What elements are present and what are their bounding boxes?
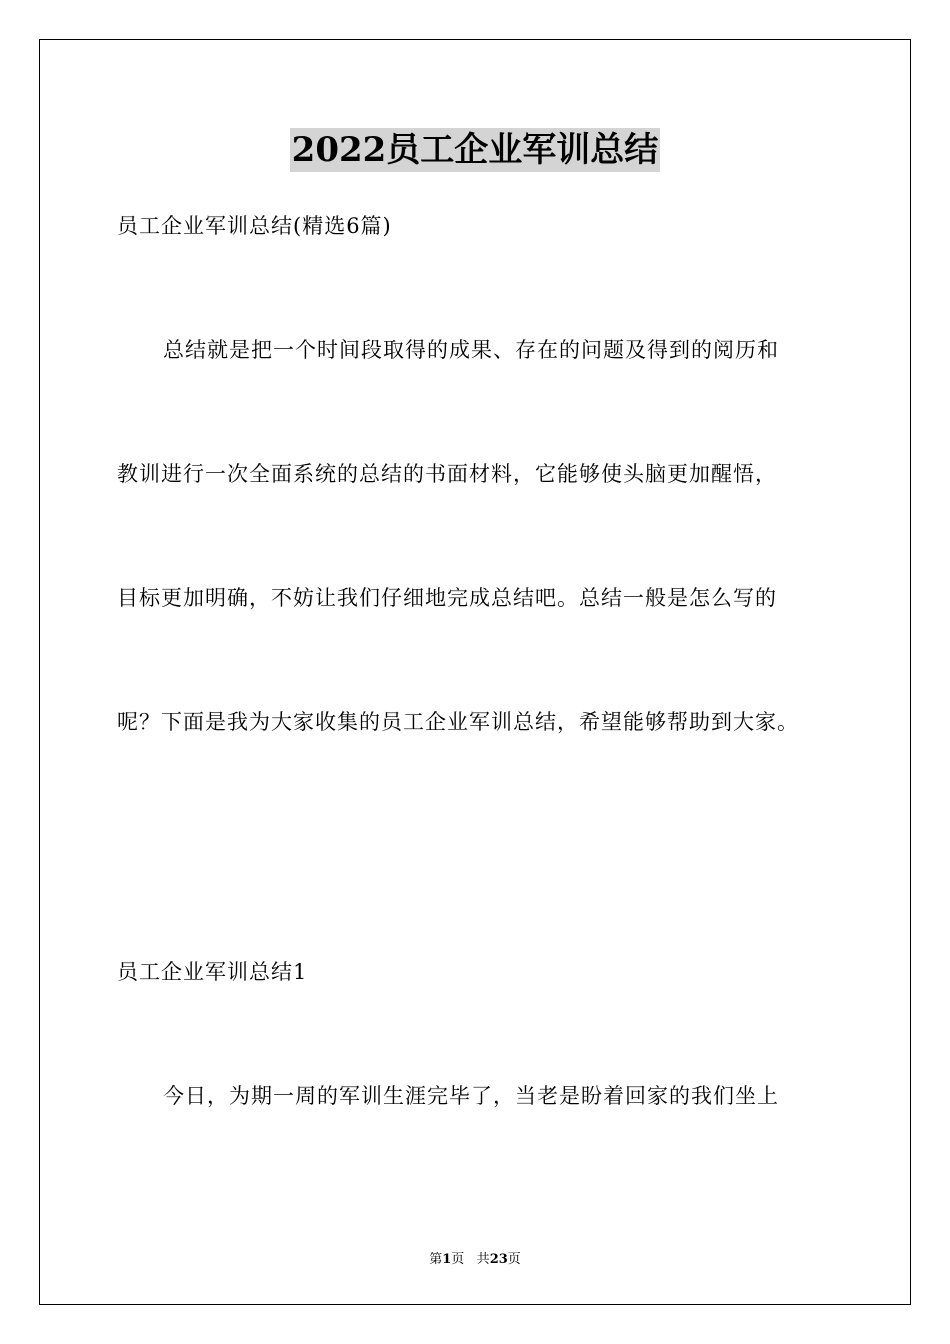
intro-line-3: 目标更加明确，不妨让我们仔细地完成总结吧。总结一般是怎么写的 bbox=[117, 586, 777, 610]
footer-page-suffix: 页 bbox=[451, 1252, 465, 1267]
footer-total-prefix: 共 bbox=[476, 1252, 490, 1267]
title-container bbox=[0, 128, 950, 172]
footer-total-pages: 23 bbox=[489, 1252, 508, 1267]
footer-total-suffix: 页 bbox=[507, 1252, 521, 1267]
footer-page-number: 1 bbox=[442, 1252, 452, 1267]
page-footer bbox=[0, 1248, 950, 1267]
footer-page-prefix: 第 bbox=[429, 1252, 443, 1267]
intro-line-4: 呢？下面是我为大家收集的员工企业军训总结，希望能够帮助到大家。 bbox=[117, 710, 799, 734]
section-heading: 员工企业军训总结1 bbox=[117, 960, 308, 984]
intro-line-1: 总结就是把一个时间段取得的成果、存在的问题及得到的阅历和 bbox=[163, 338, 779, 362]
document-subtitle: 员工企业军训总结(精选6篇) bbox=[117, 214, 392, 238]
document-title: 2022员工企业军训总结 bbox=[291, 130, 659, 170]
section-line-1: 今日，为期一周的军训生涯完毕了，当老是盼着回家的我们坐上 bbox=[163, 1084, 779, 1108]
intro-line-2: 教训进行一次全面系统的总结的书面材料，它能够使头脑更加醒悟， bbox=[117, 462, 777, 486]
